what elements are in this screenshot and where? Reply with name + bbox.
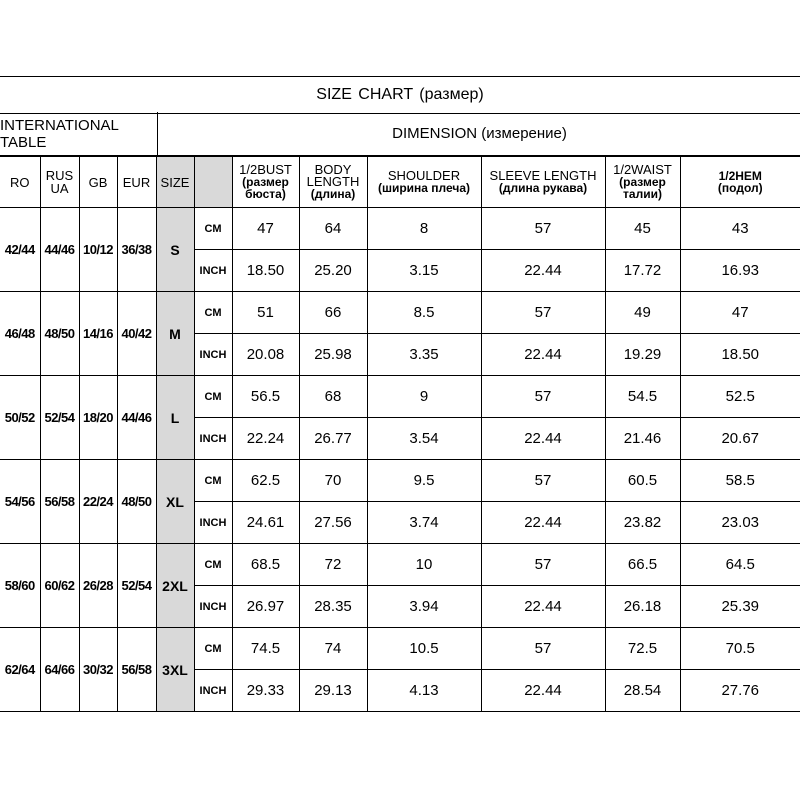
col-waist-line2: (размер [619,175,666,189]
measurement-cell: 72 [299,544,367,586]
measurement-cell: 18.50 [232,250,299,292]
intl-eur-cell: 44/46 [117,376,156,460]
intl-rus-cell: 44/46 [40,208,79,292]
col-sleeve-line2: (длина рукава) [498,181,588,195]
measurement-cell: 10.5 [367,628,481,670]
measurement-cell: 25.20 [299,250,367,292]
intl-eur-cell: 48/50 [117,460,156,544]
measurement-cell: 68.5 [232,544,299,586]
measurement-cell: 64 [299,208,367,250]
measurement-cell: 3.74 [367,502,481,544]
measurement-cell: 22.44 [481,334,605,376]
measurement-cell: 27.76 [680,670,800,712]
size-chart [0,76,800,710]
international-table-title: INTERNATIONAL TABLE [0,116,119,151]
measurement-cell: 9 [367,376,481,418]
measurement-cell: 8.5 [367,292,481,334]
measurement-cell: 66 [299,292,367,334]
intl-rus-cell: 56/58 [40,460,79,544]
measurement-cell: 25.39 [680,586,800,628]
size-label-cell: L [156,376,194,460]
measurement-cell: 68 [299,376,367,418]
measurement-cell: 23.82 [605,502,680,544]
measurement-cell: 70.5 [680,628,800,670]
measurement-cell: 22.44 [481,502,605,544]
measurement-cell: 3.94 [367,586,481,628]
measurement-cell: 45 [605,208,680,250]
col-eur: EUR [117,157,156,208]
measurement-cell: 8 [367,208,481,250]
measurement-cell: 22.44 [481,586,605,628]
column-header-row [0,157,800,208]
measurement-cell: 10 [367,544,481,586]
measurement-cell: 57 [481,460,605,502]
unit-cell: INCH [194,250,232,292]
intl-ro-cell: 50/52 [0,376,40,460]
measurement-cell: 52.5 [680,376,800,418]
measurement-cell: 20.08 [232,334,299,376]
intl-eur-cell: 40/42 [117,292,156,376]
size-label-cell: 2XL [156,544,194,628]
col-unit [194,157,232,208]
intl-ro-cell: 58/60 [0,544,40,628]
intl-eur-cell: 56/58 [117,628,156,712]
measurement-cell: 51 [232,292,299,334]
table-row [0,460,800,502]
col-body-line1: BODY [314,162,352,177]
measurement-cell: 57 [481,628,605,670]
col-sleeve-length [481,157,605,208]
col-rus-line2: UA [50,181,69,196]
intl-ro-cell: 62/64 [0,628,40,712]
measurement-cell: 19.29 [605,334,680,376]
col-body-line3: (длина) [310,187,356,201]
measurement-cell: 20.67 [680,418,800,460]
table-row [0,292,800,334]
table-row [0,208,800,250]
unit-cell: INCH [194,502,232,544]
intl-rus-cell: 48/50 [40,292,79,376]
measurement-cell: 4.13 [367,670,481,712]
section-header-row [0,112,800,156]
measurement-cell: 22.44 [481,670,605,712]
intl-eur-cell: 36/38 [117,208,156,292]
size-label-cell: S [156,208,194,292]
measurement-cell: 25.98 [299,334,367,376]
measurement-cell: 58.5 [680,460,800,502]
table-row [0,376,800,418]
measurement-cell: 28.54 [605,670,680,712]
measurement-cell: 60.5 [605,460,680,502]
measurement-cell: 22.44 [481,418,605,460]
intl-rus-cell: 60/62 [40,544,79,628]
col-bust-line3: бюста) [245,187,286,201]
measurement-cell: 29.13 [299,670,367,712]
measurement-cell: 62.5 [232,460,299,502]
col-body-length [299,157,367,208]
dimension-title: DIMENSION (измерение) [157,112,800,155]
measurement-cell: 3.54 [367,418,481,460]
measurement-cell: 26.97 [232,586,299,628]
measurement-cell: 66.5 [605,544,680,586]
col-hem [680,157,800,208]
measurement-cell: 17.72 [605,250,680,292]
measurement-cell: 57 [481,376,605,418]
measurement-cell: 29.33 [232,670,299,712]
measurement-cell: 47 [232,208,299,250]
measurement-cell: 27.56 [299,502,367,544]
measurement-cell: 57 [481,208,605,250]
col-waist-line1: 1/2WAIST [613,162,672,177]
size-table [0,156,800,712]
unit-cell: CM [194,544,232,586]
measurement-cell: 26.77 [299,418,367,460]
intl-ro-cell: 54/56 [0,460,40,544]
measurement-cell: 57 [481,544,605,586]
col-shoulder-line1: SHOULDER [387,168,461,183]
unit-cell: CM [194,460,232,502]
measurement-cell: 57 [481,292,605,334]
intl-ro-cell: 46/48 [0,292,40,376]
measurement-cell: 64.5 [680,544,800,586]
measurement-cell: 16.93 [680,250,800,292]
measurement-cell: 70 [299,460,367,502]
chart-title: SIZE CHART (размер) [0,76,800,114]
unit-cell: CM [194,376,232,418]
table-row [0,628,800,670]
col-body-line2: LENGTH [306,174,360,189]
col-waist [605,157,680,208]
col-ro: RO [0,157,40,208]
col-waist-line3: талии) [623,187,662,201]
measurement-cell: 18.50 [680,334,800,376]
measurement-cell: 56.5 [232,376,299,418]
intl-gb-cell: 30/32 [79,628,117,712]
intl-gb-cell: 22/24 [79,460,117,544]
unit-cell: CM [194,208,232,250]
size-label-cell: XL [156,460,194,544]
measurement-cell: 9.5 [367,460,481,502]
intl-gb-cell: 14/16 [79,292,117,376]
col-bust-line1: 1/2BUST [239,162,292,177]
col-size: SIZE [156,157,194,208]
col-rus-line1: RUS [45,168,74,183]
intl-gb-cell: 26/28 [79,544,117,628]
measurement-cell: 43 [680,208,800,250]
intl-eur-cell: 52/54 [117,544,156,628]
intl-gb-cell: 10/12 [79,208,117,292]
table-body [0,208,800,712]
intl-rus-cell: 64/66 [40,628,79,712]
measurement-cell: 28.35 [299,586,367,628]
unit-cell: CM [194,628,232,670]
col-sleeve-line1: SLEEVE LENGTH [489,168,597,183]
intl-rus-cell: 52/54 [40,376,79,460]
size-label-cell: 3XL [156,628,194,712]
unit-cell: INCH [194,586,232,628]
intl-gb-cell: 18/20 [79,376,117,460]
unit-cell: INCH [194,334,232,376]
unit-cell: INCH [194,670,232,712]
unit-cell: INCH [194,418,232,460]
measurement-cell: 23.03 [680,502,800,544]
measurement-cell: 74 [299,628,367,670]
measurement-cell: 24.61 [232,502,299,544]
intl-ro-cell: 42/44 [0,208,40,292]
measurement-cell: 54.5 [605,376,680,418]
measurement-cell: 3.15 [367,250,481,292]
measurement-cell: 26.18 [605,586,680,628]
measurement-cell: 21.46 [605,418,680,460]
table-row [0,544,800,586]
col-hem-line2: (подол) [717,181,763,195]
col-rus-ua [40,157,79,208]
col-gb: GB [79,157,117,208]
unit-cell: CM [194,292,232,334]
col-shoulder [367,157,481,208]
col-bust [232,157,299,208]
col-shoulder-line2: (ширина плеча) [377,181,471,195]
measurement-cell: 74.5 [232,628,299,670]
col-bust-line2: (размер [242,175,289,189]
measurement-cell: 22.24 [232,418,299,460]
measurement-cell: 47 [680,292,800,334]
size-label-cell: M [156,292,194,376]
measurement-cell: 49 [605,292,680,334]
col-hem-line1: 1/2HEM [718,169,762,183]
measurement-cell: 3.35 [367,334,481,376]
measurement-cell: 72.5 [605,628,680,670]
measurement-cell: 22.44 [481,250,605,292]
